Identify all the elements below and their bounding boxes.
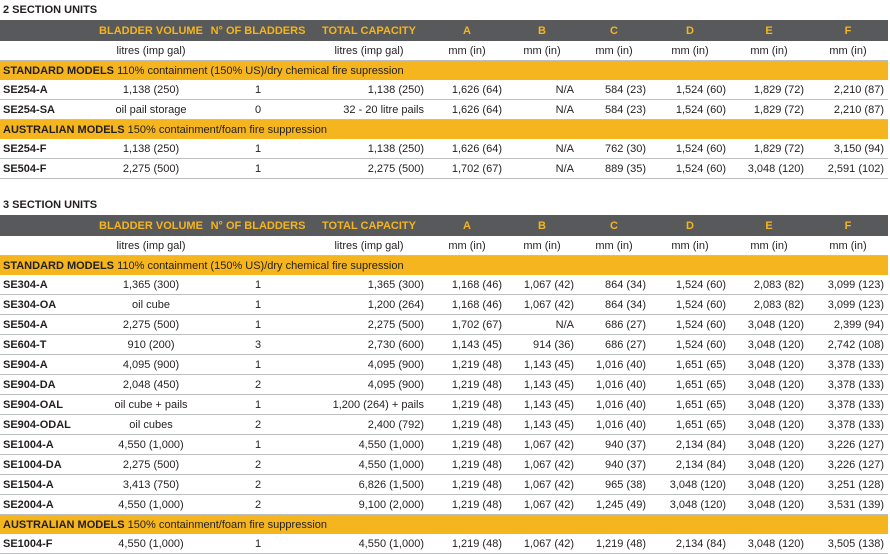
value-cell: 4,550 (1,000) (96, 435, 206, 455)
column-header: A (428, 20, 506, 41)
table-row (0, 139, 888, 159)
header-row (0, 215, 888, 236)
value-cell: N/A (506, 80, 578, 100)
value-cell: 3,048 (120) (730, 435, 808, 455)
australian-models-band (0, 120, 888, 140)
unit-cell: mm (in) (730, 236, 808, 256)
standard-models-band-text (0, 256, 888, 276)
value-cell: 4,550 (1,000) (310, 455, 428, 475)
value-cell: 864 (34) (578, 295, 650, 315)
standard-models-band-text (0, 61, 888, 81)
value-cell: 1 (206, 139, 310, 159)
standard-models-band (0, 61, 888, 81)
column-header: A (428, 215, 506, 236)
value-cell: 4,550 (1,000) (310, 534, 428, 554)
value-cell: 2 (206, 455, 310, 475)
value-cell: 4,550 (1,000) (310, 435, 428, 455)
column-header: E (730, 20, 808, 41)
value-cell: oil pail storage (96, 100, 206, 120)
unit-cell: mm (in) (808, 236, 888, 256)
value-cell: 1,016 (40) (578, 355, 650, 375)
value-cell: 1,219 (48) (428, 435, 506, 455)
value-cell: 1,524 (60) (650, 315, 730, 335)
units-row (0, 41, 888, 61)
column-header: D (650, 20, 730, 41)
value-cell: 2,275 (500) (96, 315, 206, 335)
value-cell: 1,219 (48) (428, 475, 506, 495)
value-cell: 584 (23) (578, 80, 650, 100)
value-cell: 1,219 (48) (428, 355, 506, 375)
value-cell: 2,275 (500) (310, 315, 428, 335)
section-3-title: 3 SECTION UNITS (3, 199, 98, 211)
model-code: SE304-OA (0, 295, 96, 315)
value-cell: 864 (34) (578, 275, 650, 295)
band-description: 110% containment (150% US)/dry chemical fire supression (114, 259, 404, 272)
value-cell: 1,200 (264) + pails (310, 395, 428, 415)
value-cell: 3,531 (139) (808, 495, 888, 515)
value-cell: 1,138 (250) (310, 80, 428, 100)
australian-models-band-text (0, 120, 888, 140)
value-cell: 3,378 (133) (808, 375, 888, 395)
value-cell: 1,524 (60) (650, 100, 730, 120)
model-code: SE904-A (0, 355, 96, 375)
value-cell: 9,100 (2,000) (310, 495, 428, 515)
value-cell: 3,413 (750) (96, 475, 206, 495)
value-cell: 1,651 (65) (650, 355, 730, 375)
standard-models-band (0, 256, 888, 276)
table-row (0, 415, 888, 435)
model-code: SE304-A (0, 275, 96, 295)
value-cell: 4,550 (1,000) (96, 495, 206, 515)
value-cell: 1,143 (45) (428, 335, 506, 355)
band-label: STANDARD MODELS (3, 64, 115, 77)
unit-cell: mm (in) (650, 41, 730, 61)
column-header: BLADDER VOLUME (96, 20, 206, 41)
value-cell: 1,143 (45) (506, 375, 578, 395)
unit-cell: litres (imp gal) (310, 236, 428, 256)
value-cell: 1,067 (42) (506, 275, 578, 295)
value-cell: 1,016 (40) (578, 375, 650, 395)
value-cell: 1 (206, 80, 310, 100)
value-cell: 0 (206, 100, 310, 120)
value-cell: 1,138 (250) (96, 139, 206, 159)
value-cell: 1,067 (42) (506, 475, 578, 495)
value-cell: 1,067 (42) (506, 534, 578, 554)
value-cell: 3,048 (120) (730, 355, 808, 375)
header-row (0, 20, 888, 41)
column-header: TOTAL CAPACITY (310, 215, 428, 236)
value-cell: 1,524 (60) (650, 80, 730, 100)
value-cell: 3,226 (127) (808, 455, 888, 475)
unit-cell: mm (in) (578, 41, 650, 61)
column-header (0, 215, 96, 236)
australian-models-band-text (0, 515, 888, 535)
model-code: SE504-A (0, 315, 96, 335)
value-cell: 3,378 (133) (808, 395, 888, 415)
value-cell: 2,210 (87) (808, 80, 888, 100)
value-cell: 3,505 (138) (808, 534, 888, 554)
model-code: SE254-SA (0, 100, 96, 120)
column-header: BLADDER VOLUME (96, 215, 206, 236)
unit-cell: mm (in) (650, 236, 730, 256)
value-cell: 1,829 (72) (730, 100, 808, 120)
unit-cell (0, 236, 96, 256)
value-cell: 1,219 (48) (428, 415, 506, 435)
value-cell: N/A (506, 159, 578, 179)
value-cell: 3,378 (133) (808, 415, 888, 435)
model-code: SE904-ODAL (0, 415, 96, 435)
value-cell: 4,095 (900) (310, 375, 428, 395)
value-cell: 3,378 (133) (808, 355, 888, 375)
value-cell: 1,219 (48) (578, 534, 650, 554)
model-code: SE254-F (0, 139, 96, 159)
model-code: SE904-DA (0, 375, 96, 395)
value-cell: oil cube + pails (96, 395, 206, 415)
table-row (0, 275, 888, 295)
value-cell: 1,524 (60) (650, 275, 730, 295)
section-3-table (0, 215, 888, 554)
value-cell: 965 (38) (578, 475, 650, 495)
value-cell: 1,219 (48) (428, 495, 506, 515)
value-cell: 2,275 (500) (310, 159, 428, 179)
unit-cell: mm (in) (730, 41, 808, 61)
unit-cell: mm (in) (578, 236, 650, 256)
table-row (0, 495, 888, 515)
model-code: SE254-A (0, 80, 96, 100)
value-cell: 1,829 (72) (730, 139, 808, 159)
section-2-title: 2 SECTION UNITS (3, 4, 98, 16)
model-code: SE1004-DA (0, 455, 96, 475)
value-cell: 1,524 (60) (650, 139, 730, 159)
value-cell: 3,048 (120) (730, 315, 808, 335)
unit-cell: mm (in) (506, 41, 578, 61)
value-cell: 1,168 (46) (428, 275, 506, 295)
value-cell: 1,651 (65) (650, 415, 730, 435)
value-cell: 2,083 (82) (730, 295, 808, 315)
value-cell: 2,134 (84) (650, 534, 730, 554)
column-header: E (730, 215, 808, 236)
value-cell: 1,067 (42) (506, 495, 578, 515)
value-cell: 1,143 (45) (506, 395, 578, 415)
value-cell: 3,048 (120) (730, 534, 808, 554)
table-row (0, 375, 888, 395)
value-cell: 1 (206, 395, 310, 415)
value-cell: 3,048 (120) (730, 495, 808, 515)
model-code: SE504-F (0, 159, 96, 179)
value-cell: 2,400 (792) (310, 415, 428, 435)
value-cell: 686 (27) (578, 335, 650, 355)
value-cell: 1,143 (45) (506, 355, 578, 375)
value-cell: 4,095 (900) (96, 355, 206, 375)
value-cell: 3,048 (120) (650, 475, 730, 495)
value-cell: 32 - 20 litre pails (310, 100, 428, 120)
column-header: B (506, 20, 578, 41)
column-header: TOTAL CAPACITY (310, 20, 428, 41)
value-cell: 1,524 (60) (650, 159, 730, 179)
value-cell: 1 (206, 355, 310, 375)
value-cell: 2,730 (600) (310, 335, 428, 355)
value-cell: 1,219 (48) (428, 395, 506, 415)
value-cell: 2,048 (450) (96, 375, 206, 395)
value-cell: 1,626 (64) (428, 139, 506, 159)
value-cell: 1,245 (49) (578, 495, 650, 515)
column-header: D (650, 215, 730, 236)
value-cell: 2,134 (84) (650, 455, 730, 475)
column-header: C (578, 215, 650, 236)
value-cell: 1,168 (46) (428, 295, 506, 315)
value-cell: 584 (23) (578, 100, 650, 120)
unit-cell: mm (in) (808, 41, 888, 61)
unit-cell (0, 41, 96, 61)
value-cell: 1 (206, 275, 310, 295)
value-cell: 3,251 (128) (808, 475, 888, 495)
value-cell: 889 (35) (578, 159, 650, 179)
model-code: SE1504-A (0, 475, 96, 495)
model-code: SE604-T (0, 335, 96, 355)
band-label: AUSTRALIAN MODELS (3, 123, 125, 136)
value-cell: oil cubes (96, 415, 206, 435)
band-label: AUSTRALIAN MODELS (3, 518, 125, 531)
value-cell: 2,275 (500) (96, 159, 206, 179)
band-label: STANDARD MODELS (3, 259, 115, 272)
value-cell: 1,702 (67) (428, 315, 506, 335)
value-cell: 3,150 (94) (808, 139, 888, 159)
value-cell: 1,200 (264) (310, 295, 428, 315)
table-row (0, 455, 888, 475)
australian-models-band (0, 515, 888, 535)
value-cell: 940 (37) (578, 455, 650, 475)
value-cell: 1 (206, 159, 310, 179)
column-header (0, 20, 96, 41)
model-code: SE904-OAL (0, 395, 96, 415)
section-2-table (0, 20, 888, 179)
value-cell: 1,219 (48) (428, 455, 506, 475)
value-cell: 2,399 (94) (808, 315, 888, 335)
value-cell: 1,365 (300) (310, 275, 428, 295)
value-cell: 2,591 (102) (808, 159, 888, 179)
table-row (0, 315, 888, 335)
unit-cell: litres (imp gal) (310, 41, 428, 61)
column-header: F (808, 215, 888, 236)
value-cell: 1 (206, 435, 310, 455)
value-cell: 2 (206, 415, 310, 435)
unit-cell: mm (in) (428, 41, 506, 61)
unit-cell: litres (imp gal) (96, 236, 206, 256)
table-row (0, 159, 888, 179)
value-cell: 2,134 (84) (650, 435, 730, 455)
value-cell: 1,016 (40) (578, 395, 650, 415)
value-cell: 1,219 (48) (428, 375, 506, 395)
value-cell: 3,048 (120) (650, 495, 730, 515)
unit-cell (206, 236, 310, 256)
value-cell: 1 (206, 295, 310, 315)
value-cell: 1,626 (64) (428, 80, 506, 100)
unit-cell (206, 41, 310, 61)
value-cell: 3,099 (123) (808, 295, 888, 315)
value-cell: 2,083 (82) (730, 275, 808, 295)
value-cell: 1,138 (250) (310, 139, 428, 159)
value-cell: 1 (206, 315, 310, 335)
column-header: B (506, 215, 578, 236)
value-cell: 910 (200) (96, 335, 206, 355)
value-cell: 1,067 (42) (506, 435, 578, 455)
table-row (0, 335, 888, 355)
value-cell: 1,651 (65) (650, 395, 730, 415)
unit-cell: mm (in) (428, 236, 506, 256)
value-cell: 3,048 (120) (730, 415, 808, 435)
value-cell: 3,048 (120) (730, 335, 808, 355)
value-cell: N/A (506, 100, 578, 120)
unit-cell: mm (in) (506, 236, 578, 256)
value-cell: 1,067 (42) (506, 455, 578, 475)
value-cell: 3,048 (120) (730, 475, 808, 495)
value-cell: 2,210 (87) (808, 100, 888, 120)
table-row (0, 295, 888, 315)
table-row (0, 355, 888, 375)
table-row (0, 100, 888, 120)
value-cell: 2,742 (108) (808, 335, 888, 355)
value-cell: 1,524 (60) (650, 335, 730, 355)
value-cell: 3,226 (127) (808, 435, 888, 455)
table-row (0, 475, 888, 495)
model-code: SE1004-F (0, 534, 96, 554)
value-cell: 1,365 (300) (96, 275, 206, 295)
value-cell: N/A (506, 139, 578, 159)
value-cell: 3,048 (120) (730, 375, 808, 395)
value-cell: 2 (206, 375, 310, 395)
value-cell: 914 (36) (506, 335, 578, 355)
value-cell: 1,651 (65) (650, 375, 730, 395)
value-cell: 6,826 (1,500) (310, 475, 428, 495)
value-cell: N/A (506, 315, 578, 335)
column-header: N° OF BLADDERS (206, 215, 310, 236)
value-cell: 4,095 (900) (310, 355, 428, 375)
model-code: SE2004-A (0, 495, 96, 515)
column-header: N° OF BLADDERS (206, 20, 310, 41)
value-cell: 1,016 (40) (578, 415, 650, 435)
table-row (0, 435, 888, 455)
model-code: SE1004-A (0, 435, 96, 455)
band-description: 150% containment/foam fire suppression (124, 123, 327, 136)
value-cell: 3,048 (120) (730, 455, 808, 475)
value-cell: 3,048 (120) (730, 395, 808, 415)
value-cell: 1,829 (72) (730, 80, 808, 100)
value-cell: 686 (27) (578, 315, 650, 335)
band-description: 150% containment/foam fire suppression (124, 518, 327, 531)
value-cell: 940 (37) (578, 435, 650, 455)
value-cell: 3,099 (123) (808, 275, 888, 295)
column-header: F (808, 20, 888, 41)
value-cell: 3 (206, 335, 310, 355)
value-cell: 3,048 (120) (730, 159, 808, 179)
value-cell: 1,143 (45) (506, 415, 578, 435)
value-cell: 2,275 (500) (96, 455, 206, 475)
column-header: C (578, 20, 650, 41)
value-cell: 1,067 (42) (506, 295, 578, 315)
value-cell: 4,550 (1,000) (96, 534, 206, 554)
table-row (0, 534, 888, 554)
value-cell: 1,626 (64) (428, 100, 506, 120)
value-cell: 1,702 (67) (428, 159, 506, 179)
value-cell: 762 (30) (578, 139, 650, 159)
value-cell: 2 (206, 475, 310, 495)
table-row (0, 80, 888, 100)
value-cell: 2 (206, 495, 310, 515)
value-cell: 1,219 (48) (428, 534, 506, 554)
value-cell: 1,138 (250) (96, 80, 206, 100)
value-cell: 1 (206, 534, 310, 554)
value-cell: 1,524 (60) (650, 295, 730, 315)
units-row (0, 236, 888, 256)
table-row (0, 395, 888, 415)
unit-cell: litres (imp gal) (96, 41, 206, 61)
value-cell: oil cube (96, 295, 206, 315)
band-description: 110% containment (150% US)/dry chemical fire supression (114, 64, 404, 77)
